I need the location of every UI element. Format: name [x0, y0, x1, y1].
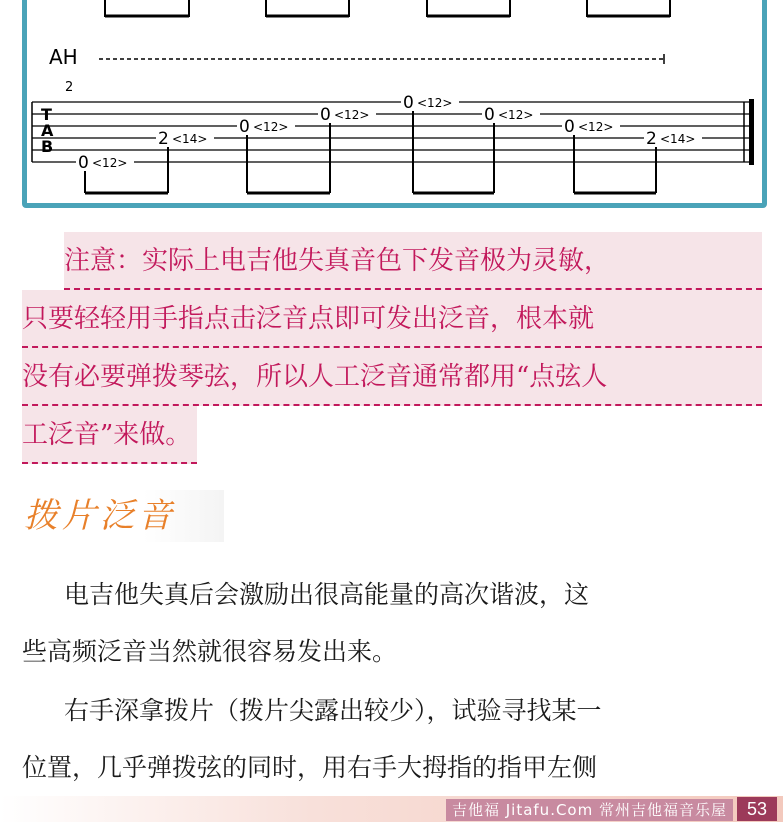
paragraph-line: 电吉他失真后会激励出很高能量的高次谐波，这	[64, 580, 590, 609]
clef-t: T	[41, 105, 52, 124]
tab-note-harmonic: <14>	[172, 132, 208, 146]
previous-stems	[105, 0, 670, 17]
final-thick-barline	[749, 99, 754, 165]
page-footer	[0, 796, 783, 822]
tab-note-harmonic: <12>	[253, 120, 289, 134]
clef-b: B	[41, 137, 54, 156]
tab-note-fret: 0	[564, 117, 575, 137]
page-number: 53	[737, 797, 777, 821]
tab-note-fret: 2	[646, 129, 657, 149]
paragraph-line: 位置，几乎弹拨弦的同时，用右手大拇指的指甲左侧	[22, 753, 598, 782]
tab-note-harmonic: <12>	[578, 120, 614, 134]
tab-note-fret: 0	[239, 117, 250, 137]
tablature-staff	[27, 0, 762, 203]
section-heading: 拨片泛音	[22, 490, 224, 542]
note-line: 注意：实际上电吉他失真音色下发音极为灵敏，	[64, 232, 762, 290]
body-paragraph-1	[22, 566, 767, 680]
tab-note-fret: 0	[484, 105, 495, 125]
tab-note-harmonic: <12>	[334, 108, 370, 122]
footer-brand: 吉他福 Jitafu.Com 常州吉他福音乐屋	[446, 799, 733, 821]
tab-clef	[41, 105, 54, 156]
note-line: 只要轻轻用手指点击泛音点即可发出泛音，根本就	[22, 290, 762, 348]
attention-note	[22, 232, 762, 464]
tab-note-harmonic: <14>	[660, 132, 696, 146]
tab-note-harmonic: <12>	[498, 108, 534, 122]
tab-note-fret: 2	[158, 129, 169, 149]
tab-note-fret: 0	[78, 153, 89, 173]
paragraph-line: 右手深拿拨片（拨片尖露出较少），试验寻找某一	[64, 696, 602, 725]
ah-label: AH	[49, 45, 78, 69]
paragraph-line: 些高频泛音当然就很容易发出来。	[22, 637, 398, 666]
tablature-panel	[22, 0, 767, 208]
note-line: 没有必要弹拨琴弦，所以人工泛音通常都用“点弦人	[22, 348, 762, 406]
clef-a: A	[41, 121, 54, 140]
note-line: 工泛音”来做。	[22, 406, 197, 464]
tab-note-harmonic: <12>	[92, 156, 128, 170]
tab-note-fret: 0	[320, 105, 331, 125]
staff-lines	[32, 102, 749, 162]
body-paragraph-2	[22, 682, 767, 796]
tab-note-fret: 0	[403, 93, 414, 113]
tab-note-harmonic: <12>	[417, 96, 453, 110]
tab-notes	[76, 93, 702, 173]
beat-number: 2	[65, 80, 74, 95]
